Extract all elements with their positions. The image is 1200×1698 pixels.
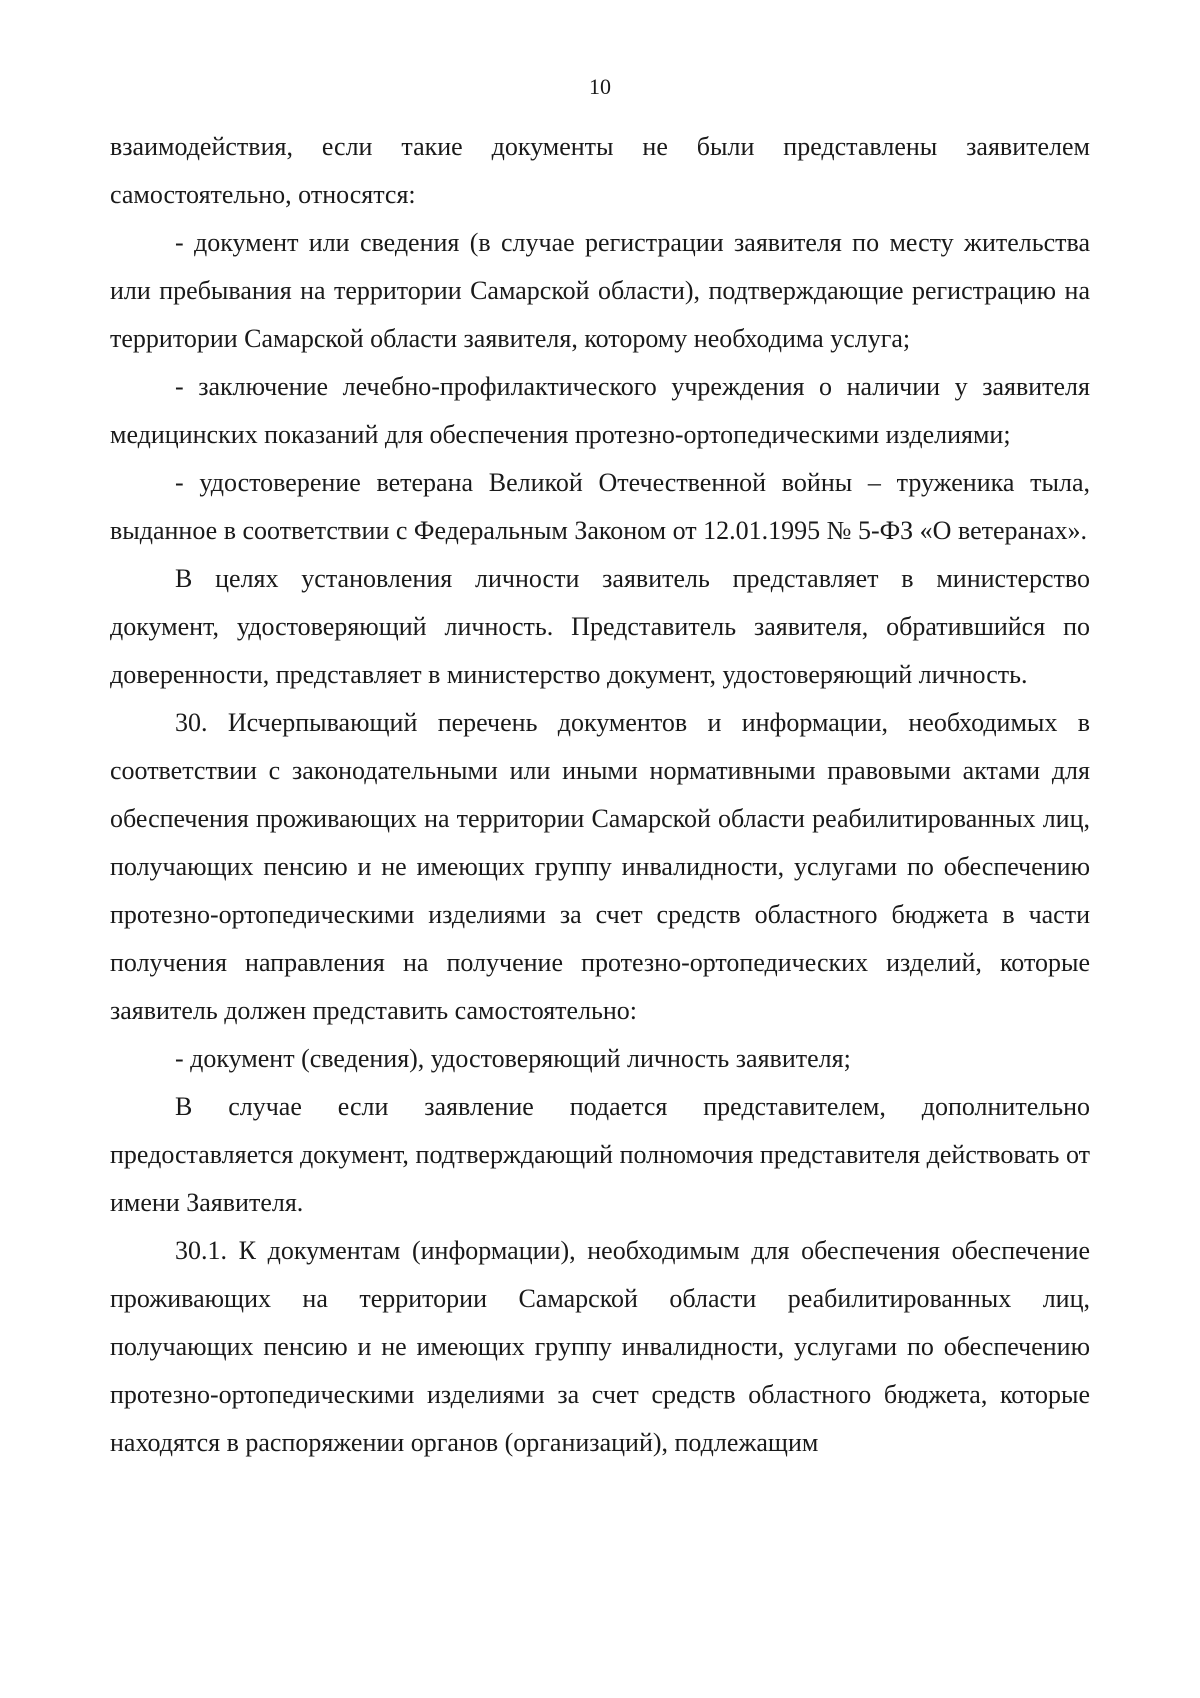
paragraph-identity-document: - документ (сведения), удостоверяющий личность заявителя; (175, 1044, 851, 1073)
paragraph-medical-conclusion: - заключение лечебно-профилактического учреждения о наличии у заявителя медицинских показаний для обеспечения протезно-ортопедическими изделиями; (110, 372, 1090, 449)
paragraph-representative: В случае если заявление подается представителем, дополнительно предоставляется документ, подтверждающий полномочия представителя действовать от имени Заявителя. (110, 1092, 1090, 1217)
paragraph-identity: В целях установления личности заявитель представляет в министерство документ, удостоверяющий личность. Представитель заявителя, обратившийся по доверенности, представляет в министерство документ, удостоверяющий личность. (110, 564, 1090, 689)
paragraph-residence-document: - документ или сведения (в случае регистрации заявителя по месту жительства или пребывания на территории Самарской области), подтверждающие регистрацию на территории Самарской области заявителя, которому необходима услуга; (110, 228, 1090, 353)
paragraph-veteran-certificate: - удостоверение ветерана Великой Отечественной войны – труженика тыла, выданное в соответствии с Федеральным Законом от 12.01.1995 № 5-ФЗ «О ветеранах». (110, 468, 1090, 545)
paragraph-continuation: взаимодействия, если такие документы не были представлены заявителем самостоятельно, относятся: (110, 132, 1090, 209)
page-number: 10 (589, 74, 611, 99)
paragraph-section-30: 30. Исчерпывающий перечень документов и информации, необходимых в соответствии с законодательными или иными нормативными правовыми актами для обеспечения проживающих на территории Самарской области реабилитированных лиц, получающих пенсию и не имеющих группу инвалидности, услугами по обеспечению протезно-ортопедическими изделиями за счет средств областного бюджета в части получения направления на получение протезно-ортопедических изделий, которые заявитель должен представить самостоятельно: (110, 708, 1090, 1025)
paragraph-section-30-1: 30.1. К документам (информации), необходимым для обеспечения обеспечение проживающих на территории Самарской области реабилитированных лиц, получающих пенсию и не имеющих группу инвалидности, услугами по обеспечению протезно-ортопедическими изделиями за счет средств областного бюджета, которые находятся в распоряжении органов (организаций), подлежащим (110, 1236, 1090, 1457)
body-text (110, 123, 1090, 1467)
